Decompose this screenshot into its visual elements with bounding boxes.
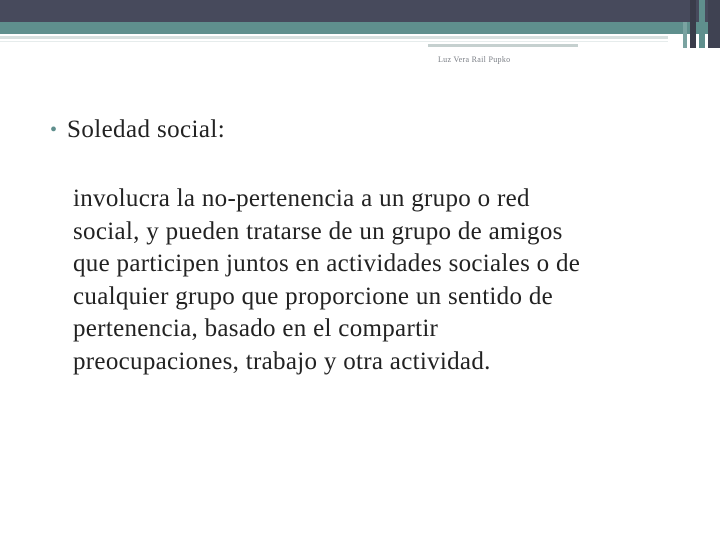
header-teal-band — [0, 22, 720, 34]
bullet-icon: • — [50, 119, 58, 141]
header-dark-band — [0, 0, 720, 22]
bullet-heading: Soledad social: — [67, 116, 226, 143]
body-line: involucra la no-pertenencia a un grupo o red — [73, 185, 530, 212]
body-line: social, y pueden tratarse de un grupo de amigos — [73, 217, 563, 245]
body-paragraph — [73, 183, 703, 378]
corner-stripe — [699, 0, 705, 48]
body-line: cualquier grupo que proporcione un sentido de — [73, 282, 554, 310]
corner-stripe — [683, 22, 687, 48]
bullet-item — [50, 116, 225, 144]
slide-footer: Luz Vera Rail Pupko — [438, 55, 511, 64]
body-line: preocupaciones, trabajo y otra actividad. — [73, 347, 491, 375]
header-divider-thin — [0, 41, 668, 42]
body-line: pertenencia, basado en el compartir — [73, 315, 439, 342]
corner-stripe — [708, 0, 720, 48]
footer-underline — [428, 44, 578, 47]
body-line: que participen juntos en actividades sociales o de — [73, 250, 581, 277]
corner-stripe — [690, 0, 696, 48]
header-divider-line — [0, 36, 668, 39]
